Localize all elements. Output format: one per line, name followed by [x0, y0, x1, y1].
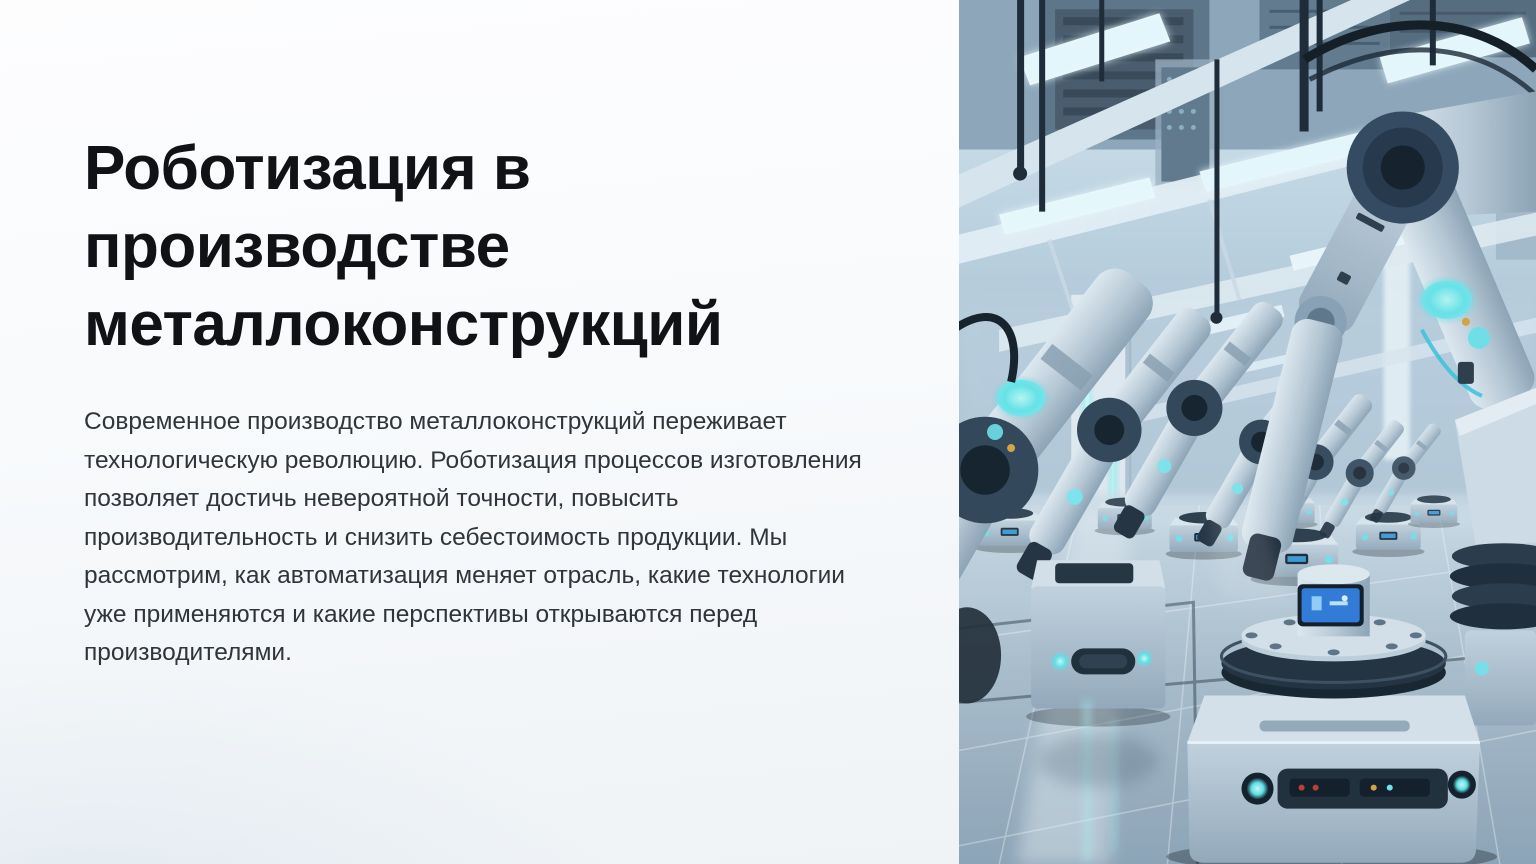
- slide-paragraph: Современное производство металлоконструкций переживает технологическую революцию. Роботизация процессов изготовления позволяет достичь невероятной точности, повысить производительность и снизить себестоимость продукции. Мы рассмотрим, как автоматизация меняет отрасль, какие технологии уже применяются и какие перспективы открываются перед производителями.: [84, 408, 862, 666]
- slide-title: Роботизация в производстве металлоконструкций: [84, 134, 723, 359]
- hero-image: [959, 0, 1536, 864]
- hero-image-panel: [959, 0, 1536, 864]
